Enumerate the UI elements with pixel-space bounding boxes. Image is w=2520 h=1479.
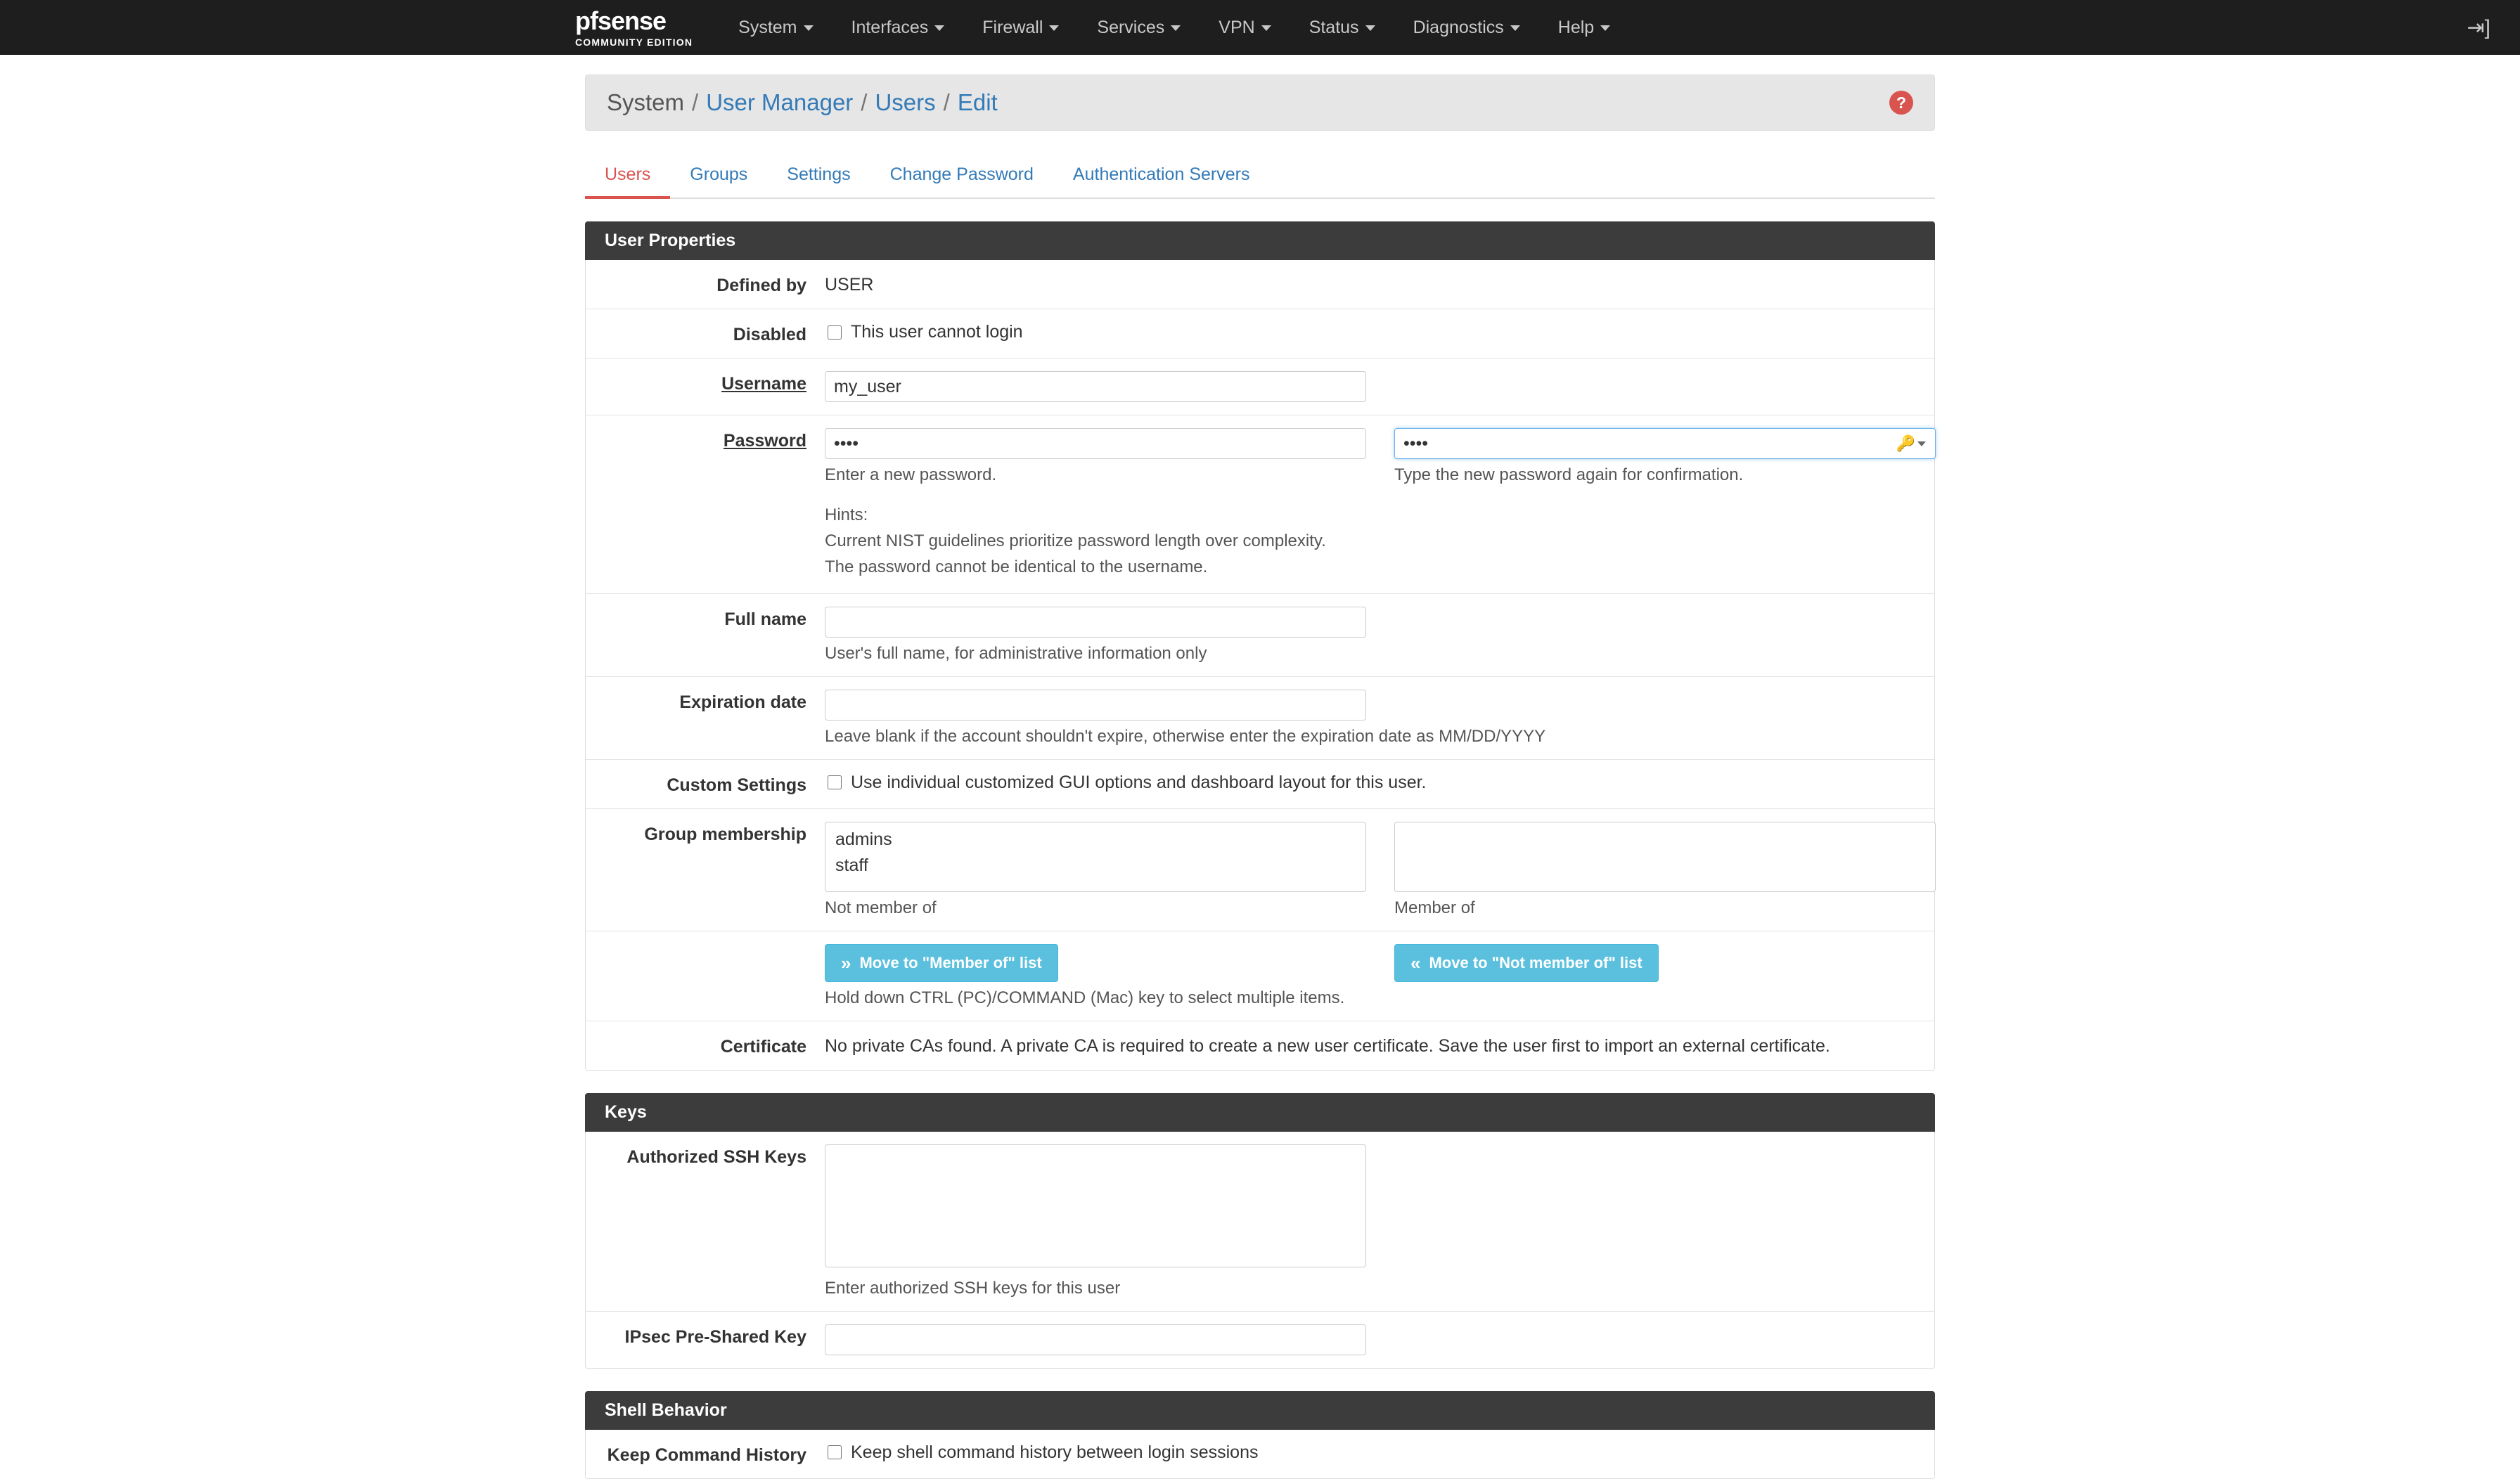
password-help: Enter a new password. — [825, 465, 997, 484]
custom-settings-checkbox[interactable] — [828, 775, 842, 789]
tab-settings[interactable]: Settings — [787, 164, 851, 184]
chevron-down-icon — [1917, 441, 1926, 446]
expiration-date-help: Leave blank if the account shouldn't expire, otherwise enter the expiration date as MM/DD/YYYY — [825, 726, 1546, 746]
row-expiration-date — [586, 677, 1934, 760]
password-hints — [825, 502, 1964, 581]
tab-change-password[interactable]: Change Password — [889, 164, 1034, 184]
help-icon[interactable]: ? — [1889, 91, 1913, 115]
breadcrumb-user-manager[interactable]: User Manager — [706, 89, 854, 115]
breadcrumb-separator-1: / — [692, 89, 699, 115]
nav-item-firewall-label: Firewall — [982, 17, 1043, 37]
row-certificate — [586, 1021, 1934, 1070]
tab-authentication-servers[interactable]: Authentication Servers — [1072, 164, 1250, 184]
nav-item-services-label: Services — [1097, 17, 1165, 37]
label-certificate: Certificate — [720, 1036, 806, 1057]
chevron-down-icon — [1510, 25, 1520, 31]
breadcrumb-root: System — [607, 89, 685, 115]
keys-panel — [585, 1093, 1935, 1369]
move-to-member-of-label: Move to "Member of" list — [859, 953, 1042, 971]
row-password — [586, 415, 1934, 594]
nav-item-interfaces[interactable] — [832, 0, 964, 56]
member-of-caption: Member of — [1394, 898, 1475, 917]
nav-item-firewall[interactable] — [963, 0, 1078, 56]
tab-bar — [585, 152, 1935, 199]
password-input[interactable] — [825, 428, 1366, 459]
label-expiration-date: Expiration date — [679, 692, 806, 712]
row-username — [586, 359, 1934, 415]
nav-item-status[interactable] — [1290, 0, 1394, 56]
keep-command-history-checkbox-label: Keep shell command history between login sessions — [851, 1442, 1259, 1462]
shell-behavior-panel — [585, 1391, 1935, 1479]
password-field-wrap — [825, 428, 1366, 459]
user-properties-heading: User Properties — [585, 221, 1935, 260]
nav-item-system[interactable] — [719, 0, 832, 56]
row-custom-settings — [586, 760, 1934, 809]
label-ipsec-psk: IPsec Pre-Shared Key — [624, 1326, 806, 1347]
keys-heading: Keys — [585, 1093, 1935, 1132]
row-disabled — [586, 309, 1934, 359]
nav-item-diagnostics-label: Diagnostics — [1413, 17, 1504, 37]
row-authorized-ssh-keys — [586, 1132, 1934, 1312]
authorized-ssh-keys-help: Enter authorized SSH keys for this user — [825, 1278, 1121, 1298]
chevron-down-icon — [1365, 25, 1375, 31]
row-keep-command-history — [586, 1430, 1934, 1478]
password-hint-2: The password cannot be identical to the username. — [825, 557, 1208, 577]
user-properties-panel — [585, 221, 1935, 1071]
label-group-membership: Group membership — [644, 824, 806, 844]
nav-item-help-label: Help — [1557, 17, 1595, 37]
row-defined-by — [586, 260, 1934, 309]
password-confirm-help: Type the new password again for confirmation. — [1394, 465, 1744, 484]
chevron-down-icon — [1049, 25, 1059, 31]
password-hint-1: Current NIST guidelines prioritize password length over complexity. — [825, 531, 1326, 551]
full-name-help: User's full name, for administrative information only — [825, 643, 1207, 663]
breadcrumb — [607, 89, 998, 116]
chevron-down-icon — [804, 25, 814, 31]
certificate-message: No private CAs found. A private CA is required to create a new user certificate. Save the user first to import an external certificate. — [825, 1035, 1830, 1056]
expiration-date-input[interactable] — [825, 690, 1366, 721]
navbar-right — [2467, 0, 2490, 55]
nav-item-help[interactable] — [1539, 0, 1629, 56]
list-item[interactable]: admins — [835, 829, 892, 849]
tab-users[interactable]: Users — [585, 152, 670, 199]
password-hints-title: Hints: — [825, 505, 868, 524]
breadcrumb-users[interactable]: Users — [875, 89, 936, 115]
username-input[interactable] — [825, 371, 1366, 402]
label-defined-by: Defined by — [716, 276, 806, 295]
keys-body — [585, 1132, 1935, 1369]
label-authorized-ssh-keys: Authorized SSH Keys — [626, 1147, 806, 1167]
label-custom-settings: Custom Settings — [667, 775, 806, 795]
key-icon[interactable]: 🔑 — [1896, 434, 1926, 453]
list-item[interactable]: staff — [835, 855, 868, 876]
nav-item-services[interactable] — [1078, 0, 1200, 56]
breadcrumb-bar — [585, 75, 1935, 131]
custom-settings-checkbox-label: Use individual customized GUI options and dashboard layout for this user. — [851, 772, 1427, 792]
logout-icon[interactable]: ⇥] — [2467, 15, 2490, 39]
label-password[interactable]: Password — [723, 431, 806, 451]
move-to-member-of-button[interactable] — [825, 944, 1058, 982]
label-full-name: Full name — [724, 609, 806, 629]
chevron-down-icon — [1261, 25, 1271, 31]
page-content — [585, 75, 1935, 1479]
nav-items — [719, 0, 1629, 56]
label-username[interactable]: Username — [721, 374, 806, 394]
ipsec-psk-input[interactable] — [825, 1324, 1366, 1355]
brand-subtitle: COMMUNITY EDITION — [575, 36, 693, 48]
shell-behavior-body — [585, 1430, 1935, 1479]
label-disabled: Disabled — [733, 325, 806, 344]
row-group-membership — [586, 809, 1934, 931]
chevron-double-right-icon: » — [841, 952, 851, 974]
disabled-checkbox[interactable] — [828, 325, 842, 340]
label-keep-command-history: Keep Command History — [607, 1445, 806, 1465]
nav-item-vpn-label: VPN — [1219, 17, 1255, 37]
row-group-move-buttons — [586, 931, 1934, 1021]
value-defined-by: USER — [825, 275, 874, 295]
member-of-list[interactable] — [1394, 822, 1936, 892]
move-to-not-member-of-label: Move to "Not member of" list — [1429, 953, 1642, 971]
row-full-name — [586, 594, 1934, 677]
nav-item-system-label: System — [738, 17, 797, 37]
not-member-of-caption: Not member of — [825, 898, 937, 917]
authorized-ssh-keys-textarea[interactable] — [825, 1144, 1366, 1267]
nav-item-interfaces-label: Interfaces — [851, 17, 929, 37]
move-to-not-member-of-button[interactable] — [1394, 944, 1659, 982]
chevron-double-left-icon: « — [1410, 952, 1421, 974]
top-navbar — [0, 0, 2520, 55]
label-group-move-buttons — [586, 944, 825, 1008]
user-properties-body — [585, 260, 1935, 1071]
brand-logo-pf: pf — [575, 6, 598, 35]
not-member-of-list[interactable] — [825, 822, 1366, 892]
breadcrumb-separator-2: / — [861, 89, 868, 115]
chevron-down-icon — [1171, 25, 1181, 31]
breadcrumb-edit[interactable]: Edit — [957, 89, 998, 115]
row-ipsec-psk — [586, 1312, 1934, 1368]
nav-item-status-label: Status — [1309, 17, 1359, 37]
password-confirm-input[interactable] — [1394, 428, 1936, 459]
brand-logo-sense: sense — [597, 6, 667, 35]
chevron-down-icon — [1600, 25, 1610, 31]
tab-groups[interactable]: Groups — [690, 164, 748, 184]
nav-item-diagnostics[interactable] — [1394, 0, 1539, 56]
disabled-checkbox-label: This user cannot login — [851, 322, 1023, 342]
group-membership-help: Hold down CTRL (PC)/COMMAND (Mac) key to select multiple items. — [825, 988, 1345, 1007]
keep-command-history-checkbox[interactable] — [828, 1445, 842, 1459]
nav-item-vpn[interactable] — [1200, 0, 1290, 56]
shell-behavior-heading: Shell Behavior — [585, 1391, 1935, 1430]
chevron-down-icon — [934, 25, 944, 31]
breadcrumb-separator-3: / — [943, 89, 950, 115]
full-name-input[interactable] — [825, 607, 1366, 638]
pfsense-logo[interactable] — [575, 8, 693, 47]
password-confirm-field-wrap — [1394, 428, 1936, 459]
